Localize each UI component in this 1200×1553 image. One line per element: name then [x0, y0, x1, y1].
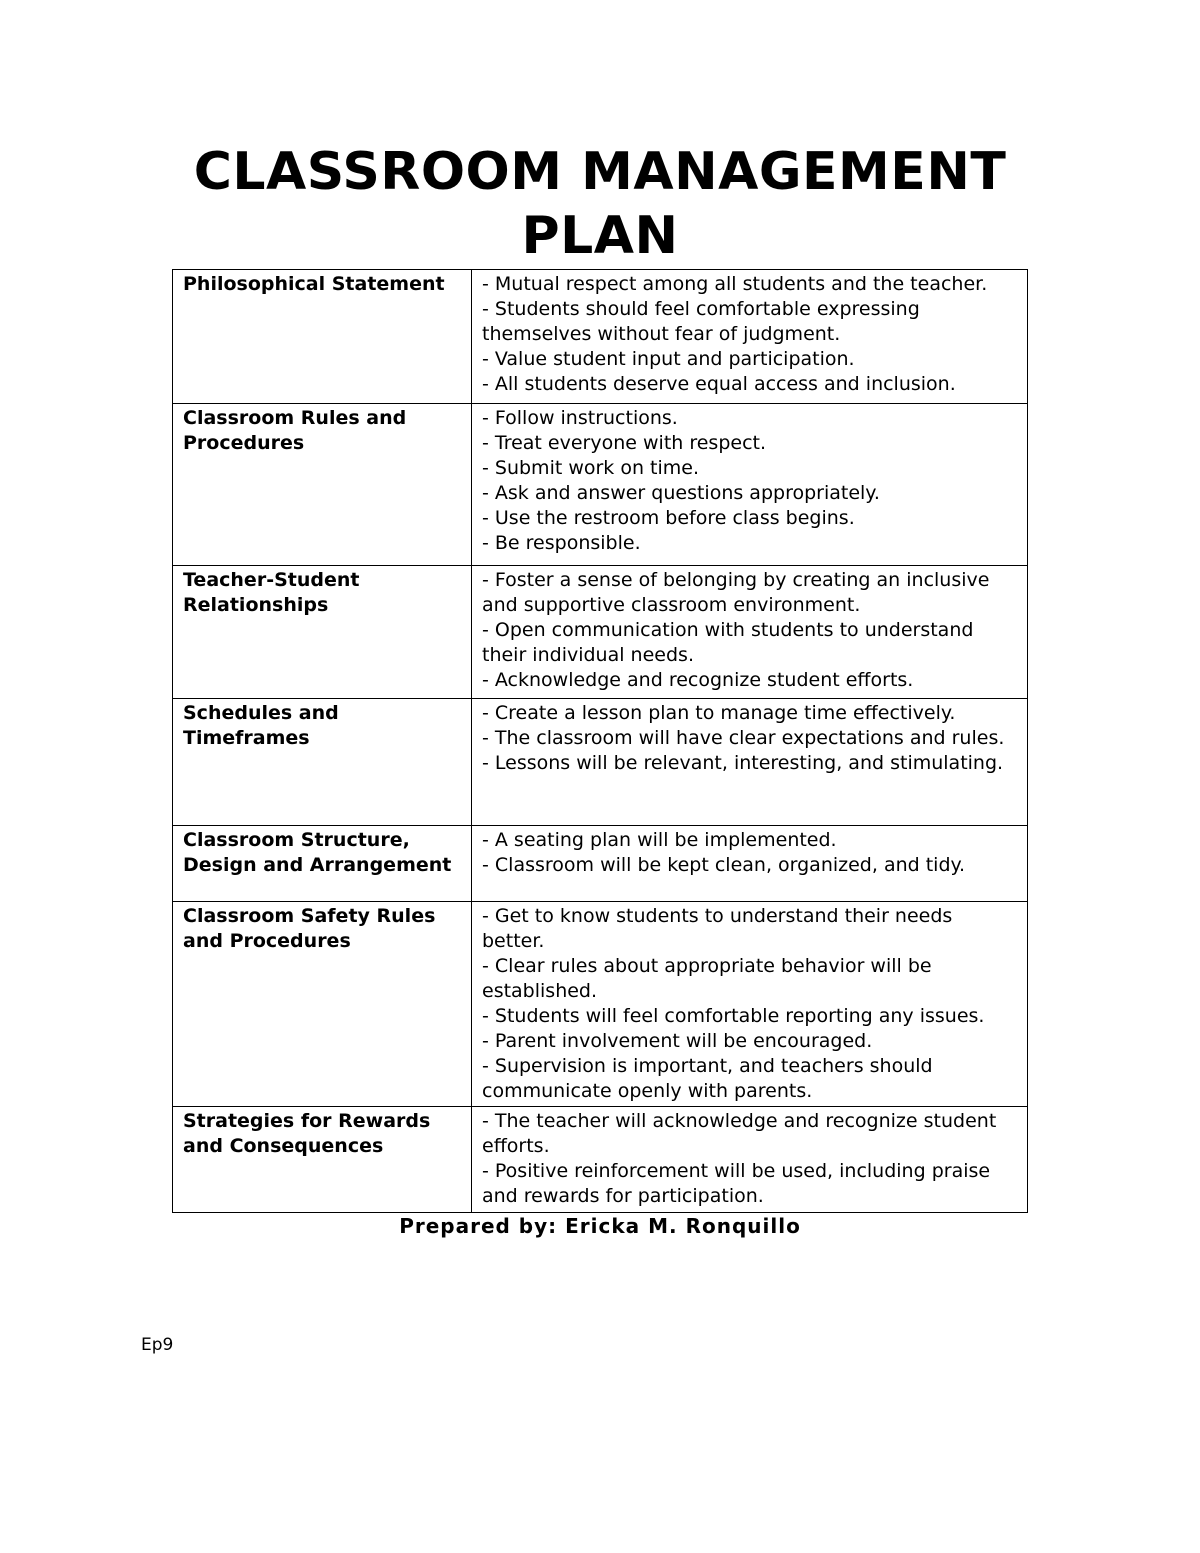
- document-title: [0, 140, 1200, 268]
- list-item: - Use the restroom before class begins.: [482, 507, 855, 529]
- row-content: [472, 566, 1028, 699]
- row-content: [472, 902, 1028, 1107]
- list-item: - Acknowledge and recognize student efforts.: [482, 669, 914, 691]
- title-line-1: CLASSROOM MANAGEMENT: [193, 142, 1007, 202]
- table-row: [173, 902, 1028, 1107]
- list-item: - Create a lesson plan to manage time effectively.: [482, 702, 956, 724]
- table-row: [173, 1107, 1028, 1213]
- row-label: Teacher-Student Relationships: [173, 566, 472, 699]
- footer-code: Ep9: [141, 1335, 174, 1355]
- row-label: Classroom Rules and Procedures: [173, 404, 472, 566]
- list-item: - Clear rules about appropriate behavior will be established.: [482, 955, 932, 1002]
- list-item: - Positive reinforcement will be used, including praise and rewards for participation.: [482, 1160, 991, 1207]
- row-content: [472, 270, 1028, 404]
- row-label: Schedules and Timeframes: [173, 699, 472, 826]
- list-item: - All students deserve equal access and inclusion.: [482, 373, 956, 395]
- row-label: Classroom Safety Rules and Procedures: [173, 902, 472, 1107]
- plan-table: [172, 269, 1028, 1213]
- list-item: - Classroom will be kept clean, organized, and tidy.: [482, 854, 966, 876]
- row-label: Philosophical Statement: [173, 270, 472, 404]
- row-content: [472, 826, 1028, 902]
- list-item: - Mutual respect among all students and the teacher.: [482, 273, 988, 295]
- list-item: - Parent involvement will be encouraged.: [482, 1030, 873, 1052]
- row-content: [472, 1107, 1028, 1213]
- row-label: Classroom Structure, Design and Arrangement: [173, 826, 472, 902]
- table-row: [173, 404, 1028, 566]
- list-item: - Students should feel comfortable expressing themselves without fear of judgment.: [482, 298, 920, 345]
- table-row: [173, 566, 1028, 699]
- list-item: - Value student input and participation.: [482, 348, 855, 370]
- list-item: - Lessons will be relevant, interesting, and stimulating.: [482, 752, 1004, 774]
- list-item: - A seating plan will be implemented.: [482, 829, 837, 851]
- title-line-2: PLAN: [521, 206, 679, 266]
- list-item: - Submit work on time.: [482, 457, 700, 479]
- list-item: - Treat everyone with respect.: [482, 432, 767, 454]
- list-item: - The teacher will acknowledge and recognize student efforts.: [482, 1110, 997, 1157]
- list-item: - Ask and answer questions appropriately.: [482, 482, 880, 504]
- list-item: - Follow instructions.: [482, 407, 678, 429]
- table-row: [173, 270, 1028, 404]
- table-row: [173, 826, 1028, 902]
- list-item: - Open communication with students to understand their individual needs.: [482, 619, 974, 666]
- prepared-by: Prepared by: Ericka M. Ronquillo: [399, 1214, 801, 1238]
- row-label: Strategies for Rewards and Consequences: [173, 1107, 472, 1213]
- list-item: - Supervision is important, and teachers should communicate openly with parents.: [482, 1055, 933, 1102]
- list-item: - Students will feel comfortable reporting any issues.: [482, 1005, 985, 1027]
- row-content: [472, 404, 1028, 566]
- table-row: [173, 699, 1028, 826]
- list-item: - Be responsible.: [482, 532, 641, 554]
- list-item: - The classroom will have clear expectations and rules.: [482, 727, 1005, 749]
- list-item: - Foster a sense of belonging by creating an inclusive and supportive classroom environment.: [482, 569, 990, 616]
- row-content: [472, 699, 1028, 826]
- list-item: - Get to know students to understand their needs better.: [482, 905, 953, 952]
